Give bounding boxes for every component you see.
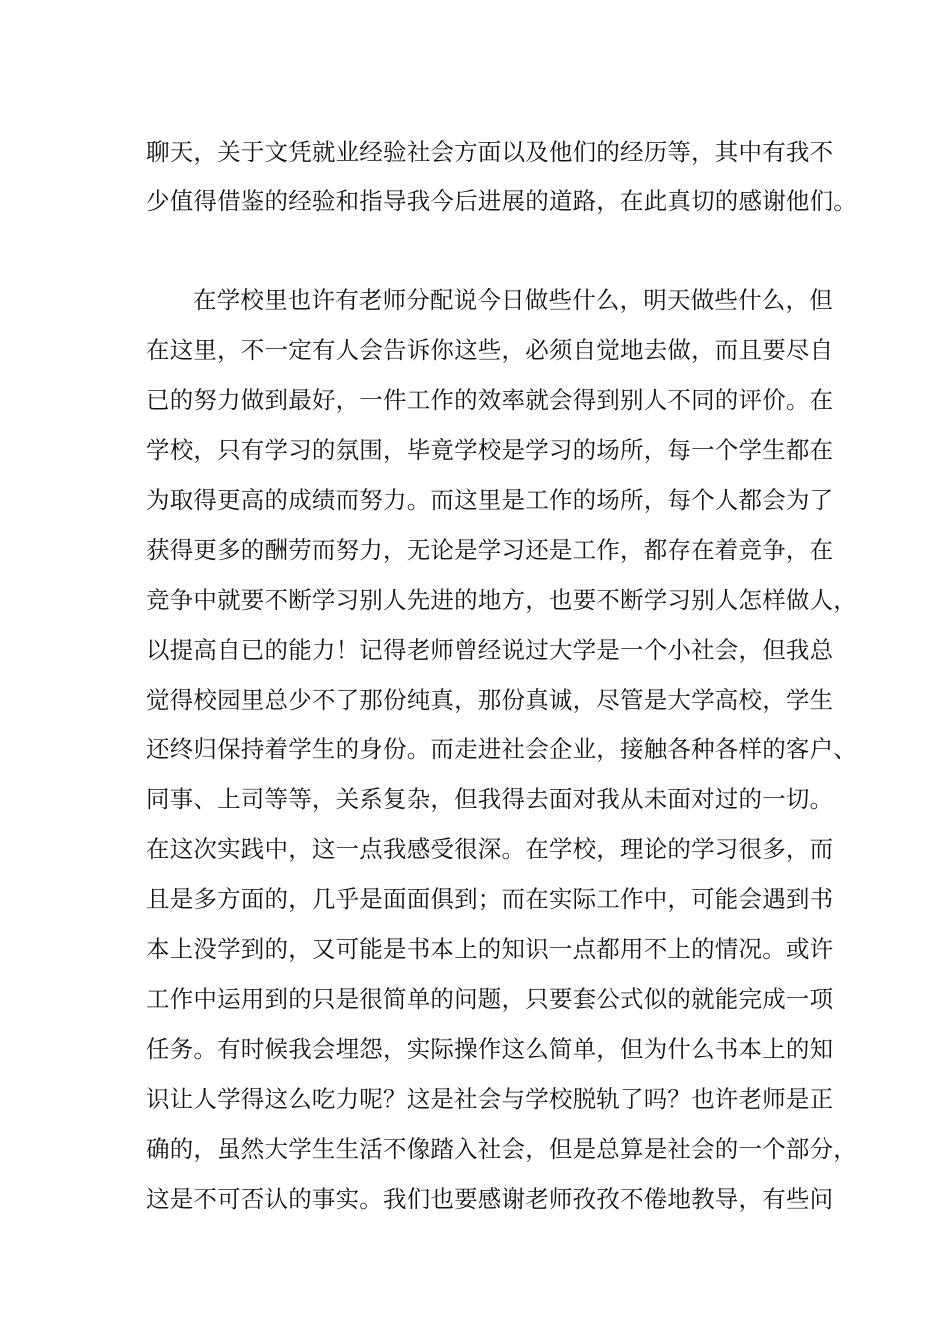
text-line: 学校，只有学习的氛围，毕竟学校是学习的场所，每一个学生都在	[146, 436, 834, 464]
text-line: 确的，虽然大学生生活不像踏入社会，但是总算是社会的一个部分，	[146, 1135, 857, 1163]
text-line: 以提高自已的能力！记得老师曾经说过大学是一个小社会，但我总	[146, 636, 834, 664]
text-line: 在这里，不一定有人会告诉你这些，必须自觉地去做，而且要尽自	[146, 336, 834, 364]
text-line: 同事、上司等等，关系复杂，但我得去面对我从未面对过的一切。	[146, 785, 834, 813]
text-line: 少值得借鉴的经验和指导我今后进展的道路，在此真切的感谢他们。	[146, 187, 857, 215]
text-line: 为取得更高的成绩而努力。而这里是工作的场所，每个人都会为了	[146, 486, 834, 514]
text-line: 本上没学到的，又可能是书本上的知识一点都用不上的情况。或许	[146, 935, 834, 963]
text-line: 在这次实践中，这一点我感受很深。在学校，理论的学习很多，而	[146, 835, 834, 863]
text-line: 已的努力做到最好，一件工作的效率就会得到别人不同的评价。在	[146, 386, 834, 414]
text-line: 还终归保持着学生的身份。而走进社会企业，接触各种各样的客户、	[146, 735, 857, 763]
text-line: 工作中运用到的只是很简单的问题，只要套公式似的就能完成一项	[146, 985, 834, 1013]
text-line: 且是多方面的，几乎是面面俱到；而在实际工作中，可能会遇到书	[146, 885, 834, 913]
text-line: 任务。有时候我会埋怨，实际操作这么简单，但为什么书本上的知	[146, 1035, 834, 1063]
text-line: 在学校里也许有老师分配说今日做些什么，明天做些什么，但	[193, 286, 833, 314]
text-line: 觉得校园里总少不了那份纯真，那份真诚，尽管是大学高校，学生	[146, 686, 834, 714]
text-line: 这是不可否认的事实。我们也要感谢老师孜孜不倦地教导，有些问	[146, 1185, 834, 1213]
text-line: 聊天，关于文凭就业经验社会方面以及他们的经历等，其中有我不	[146, 138, 834, 166]
text-line: 识让人学得这么吃力呢？这是社会与学校脱轨了吗？也许老师是正	[146, 1085, 834, 1113]
text-line: 竞争中就要不断学习别人先进的地方，也要不断学习别人怎样做人，	[146, 586, 857, 614]
text-line: 获得更多的酬劳而努力，无论是学习还是工作，都存在着竞争，在	[146, 536, 834, 564]
